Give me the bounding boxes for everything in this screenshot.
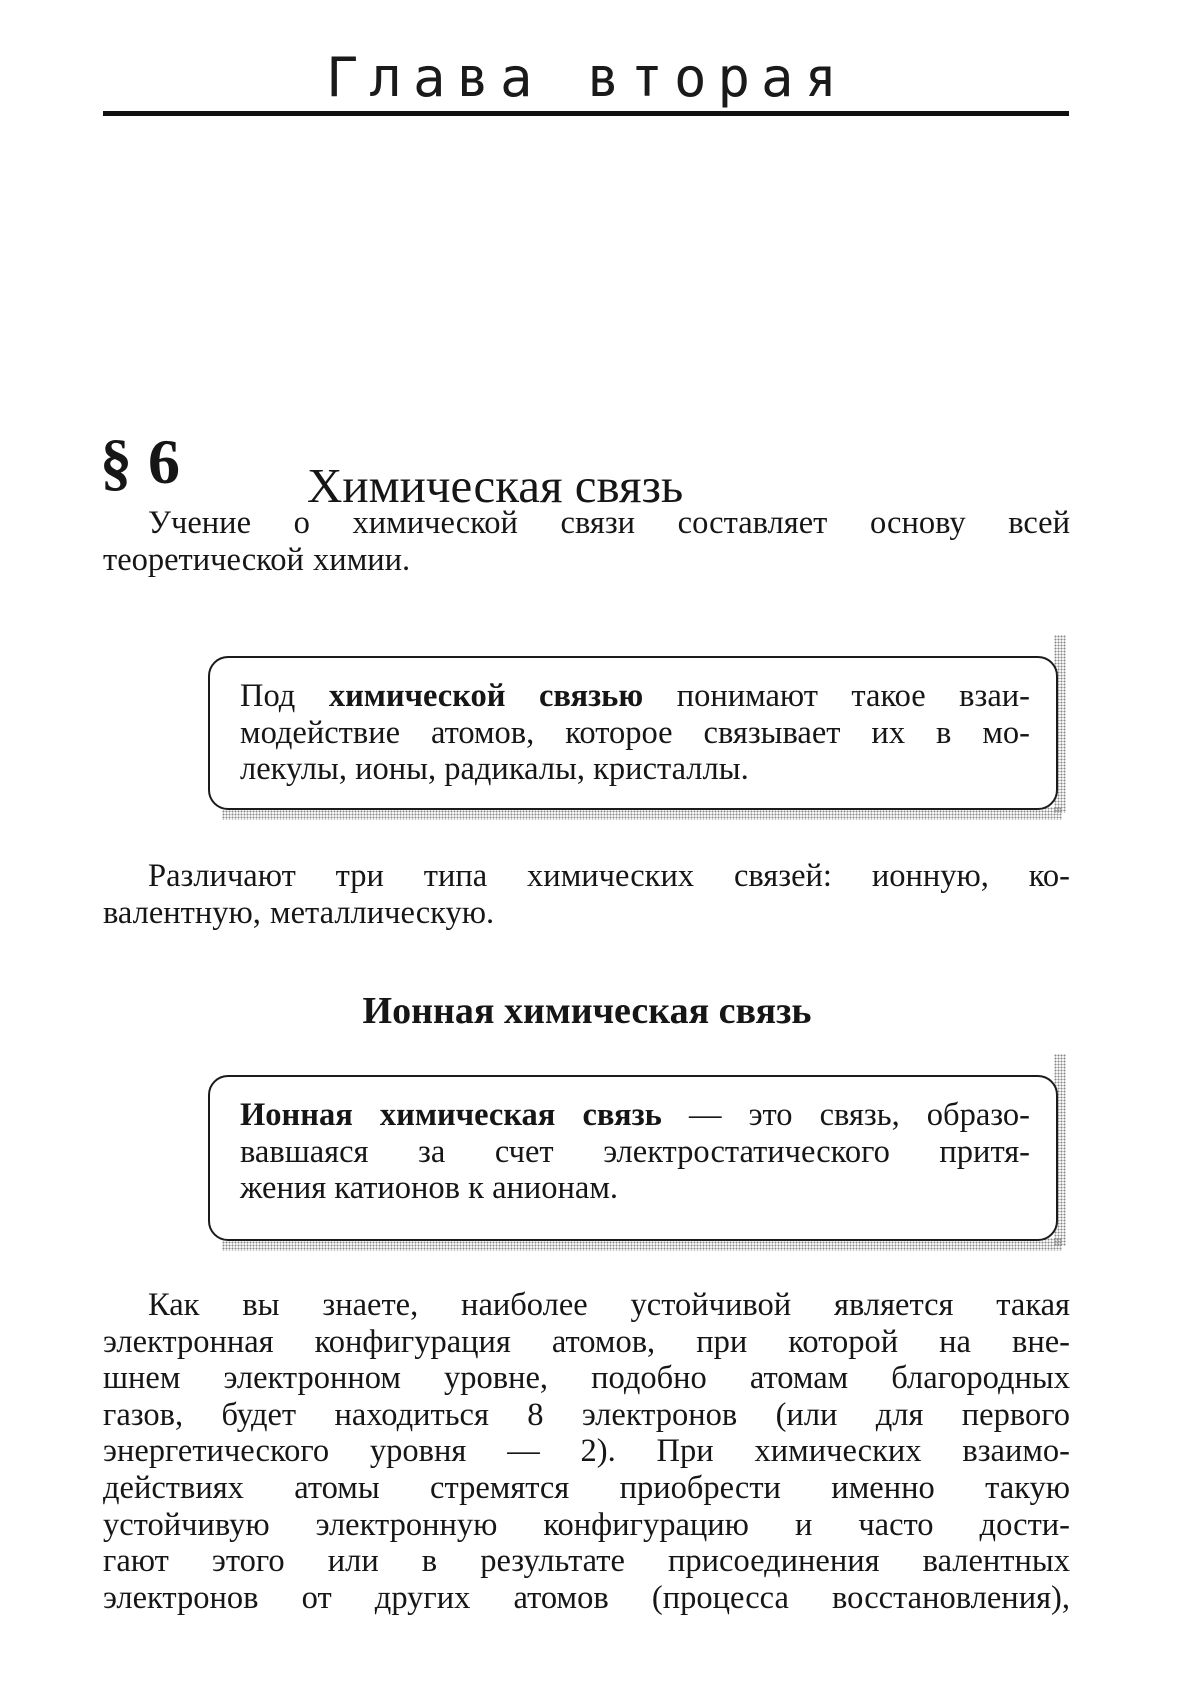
types-line: Различают три типа химических связей: ионную, ко- xyxy=(148,858,1070,894)
definition-line: жения катионов к анионам. xyxy=(240,1170,619,1207)
definition-line: модействие атомов, которое связывает их в мо- xyxy=(240,714,1030,751)
definition-line xyxy=(240,1097,1030,1134)
definition-line xyxy=(240,678,1030,715)
body-line: электронов от других атомов (процесса восстановления), xyxy=(103,1579,1070,1616)
definition-line: вавшаяся за счет электростатического притя- xyxy=(240,1133,1030,1170)
intro-line: теоретической химии. xyxy=(103,541,411,578)
body-line: электронная конфигурация атомов, при которой на вне- xyxy=(103,1323,1070,1360)
definition-box-ionic-bond xyxy=(208,1075,1058,1241)
intro-paragraph xyxy=(103,505,1070,578)
definition-text: Под xyxy=(240,678,329,714)
definition-term: Ионная химическая связь xyxy=(240,1097,662,1133)
definition-box-chemical-bond xyxy=(208,656,1058,810)
body-paragraph xyxy=(103,1287,1070,1616)
body-line: шнем электронном уровне, подобно атомам благородных xyxy=(103,1360,1070,1397)
body-line: гают этого или в результате присоединения валентных xyxy=(103,1543,1070,1580)
definition-line: лекулы, ионы, радикалы, кристаллы. xyxy=(240,751,749,788)
definition-text: — это связь, образо- xyxy=(661,1097,1030,1133)
chapter-rule xyxy=(103,111,1069,116)
section-title: Химическая связь xyxy=(307,458,684,513)
intro-line: Учение о химической связи составляет основу всей xyxy=(148,505,1070,541)
types-line: валентную, металлическую. xyxy=(103,894,495,931)
body-line: действиях атомы стремятся приобрести именно такую xyxy=(103,1469,1070,1506)
body-line: энергетического уровня — 2). При химических взаимо- xyxy=(103,1433,1070,1470)
types-paragraph xyxy=(103,858,1070,931)
definition-term: химической связью xyxy=(328,678,644,714)
chapter-title: Глава вторая xyxy=(325,46,849,109)
body-line: газов, будет находиться 8 электронов (или для первого xyxy=(103,1396,1070,1433)
body-line: устойчивую электронную конфигурацию и часто дости- xyxy=(103,1506,1070,1543)
body-line: Как вы знаете, наиболее устойчивой является такая xyxy=(148,1287,1070,1323)
subheading-ionic-bond: Ионная химическая связь xyxy=(362,990,812,1032)
section-number: § 6 xyxy=(100,426,180,497)
definition-text: понимают такое взаи- xyxy=(643,678,1030,714)
